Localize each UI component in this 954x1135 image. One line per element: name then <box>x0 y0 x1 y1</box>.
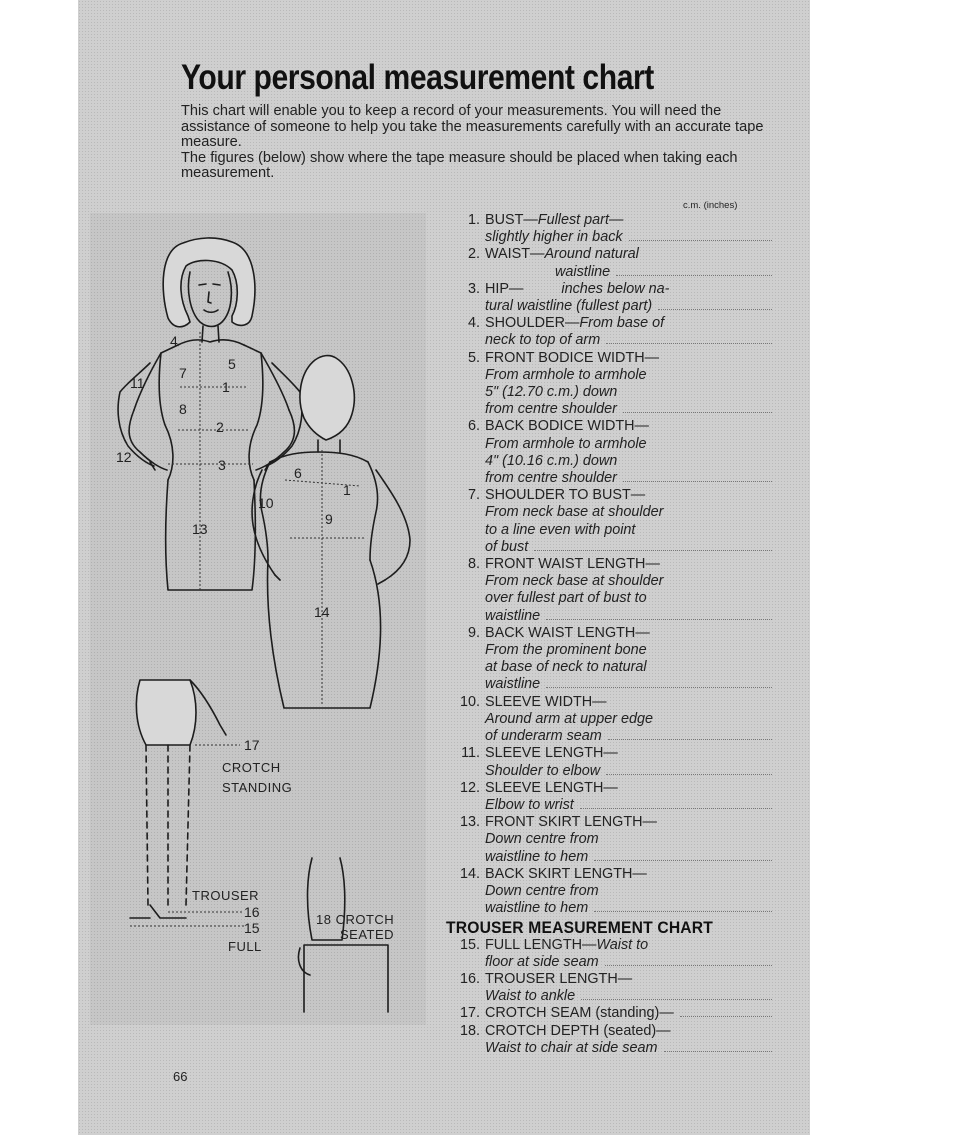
item-description: from centre shoulder <box>485 401 617 418</box>
item-number: 5. <box>467 349 480 366</box>
trouser-label-crotch: CROTCH <box>222 760 281 775</box>
item-number: 4. <box>467 315 480 332</box>
front-figure-illustration <box>118 238 302 590</box>
item-description: From neck base at shoulder <box>485 573 664 590</box>
item-label: SLEEVE WIDTH— <box>485 693 607 710</box>
trouser-label-full: FULL <box>228 939 262 954</box>
front-label-3: 3 <box>218 457 226 473</box>
back-label-14: 14 <box>314 604 330 620</box>
item-description: inches below na- <box>561 280 670 297</box>
item-number: 17. <box>459 1005 480 1022</box>
item-description: Fullest part— <box>537 212 624 228</box>
item-description: Shoulder to elbow <box>485 762 601 779</box>
item-description: Elbow to wrist <box>485 796 574 813</box>
intro-paragraph-1: This chart will enable you to keep a record of your measurements. You will need the assistance of someone to help you take the measurements carefully with an accurate tape measure. <box>181 103 764 151</box>
item-label: WAIST— <box>485 246 545 263</box>
page-title: Your personal measurement chart <box>181 58 654 97</box>
item-label: BACK BODICE WIDTH— <box>485 418 649 435</box>
item-label: FRONT BODICE WIDTH— <box>485 349 660 366</box>
seated-label-crotch: 18 CROTCH <box>316 912 395 927</box>
trouser-label-standing: STANDING <box>222 780 293 795</box>
item-number: 12. <box>459 779 480 796</box>
trouser-label-15: 15 <box>244 920 260 936</box>
item-label: FRONT SKIRT LENGTH— <box>485 814 657 831</box>
item-description: waistline <box>555 263 611 280</box>
seated-labels <box>316 912 394 942</box>
item-number: 9. <box>467 624 480 641</box>
item-description: From armhole to armhole <box>485 366 647 383</box>
item-label: CROTCH SEAM (standing)— <box>485 1005 674 1022</box>
front-label-4: 4 <box>170 333 178 349</box>
item-label: TROUSER LENGTH— <box>485 970 633 987</box>
page-number: 66 <box>173 1069 188 1084</box>
item-description: over fullest part of bust to <box>485 590 647 607</box>
back-label-9: 9 <box>325 511 333 527</box>
back-label-1: 1 <box>343 482 351 498</box>
item-number: 10. <box>459 693 480 710</box>
item-description: From base of <box>579 315 665 332</box>
back-figure-labels <box>258 465 351 620</box>
item-label: SHOULDER— <box>485 315 580 332</box>
trouser-label-trouser: TROUSER <box>192 888 260 903</box>
item-number: 3. <box>467 280 480 297</box>
item-label: FULL LENGTH— <box>485 936 597 953</box>
item-description: Waist to chair at side seam <box>485 1039 658 1056</box>
front-label-8: 8 <box>179 401 187 417</box>
item-label: CROTCH DEPTH (seated)— <box>485 1022 671 1039</box>
front-label-11: 11 <box>130 375 145 391</box>
item-number: 18. <box>459 1022 480 1039</box>
intro-paragraph-2: The figures (below) show where the tape measure should be placed when taking each measurement. <box>181 149 738 182</box>
item-number: 8. <box>467 556 480 573</box>
item-number: 2. <box>467 246 480 263</box>
item-description: Around natural <box>544 246 639 263</box>
item-number: 11. <box>461 745 480 762</box>
front-label-5: 5 <box>228 356 236 372</box>
item-description: waistline <box>485 676 541 693</box>
trouser-labels <box>192 737 292 954</box>
item-description: From the prominent bone <box>485 642 647 659</box>
item-description: Around arm at upper edge <box>485 710 654 727</box>
item-label: BUST— <box>485 212 538 228</box>
trouser-section-heading: TROUSER MEASUREMENT CHART <box>446 918 714 938</box>
front-figure-labels <box>116 333 236 537</box>
item-description: Waist to ankle <box>485 988 576 1005</box>
item-description: at base of neck to natural <box>485 659 647 676</box>
front-label-1: 1 <box>222 379 230 395</box>
item-description: tural waistline (fullest part) <box>485 298 653 315</box>
trouser-label-17: 17 <box>244 737 260 753</box>
front-label-7: 7 <box>179 365 187 381</box>
item-description: Down centre from <box>485 882 599 899</box>
item-description: waistline to hem <box>485 848 589 865</box>
item-label: HIP— <box>485 280 524 297</box>
item-number: 15. <box>459 936 480 953</box>
item-description: neck to top of arm <box>485 332 601 349</box>
back-label-10: 10 <box>258 495 274 511</box>
item-description: slightly higher in back <box>485 229 623 246</box>
item-number: 7. <box>467 487 480 504</box>
seated-label-seated: SEATED <box>340 927 395 942</box>
item-label: BACK WAIST LENGTH— <box>485 624 650 641</box>
item-label: BACK SKIRT LENGTH— <box>485 865 647 882</box>
item-description: 4" (10.16 c.m.) down <box>485 452 618 469</box>
item-description: from centre shoulder <box>485 470 617 487</box>
item-description: Down centre from <box>485 831 599 848</box>
item-description: 5" (12.70 c.m.) down <box>485 384 618 401</box>
item-label: SHOULDER TO BUST— <box>485 487 646 504</box>
item-number: 1. <box>467 212 480 228</box>
front-label-13: 13 <box>192 521 208 537</box>
units-header: c.m. (inches) <box>683 200 738 211</box>
back-label-6: 6 <box>294 465 302 481</box>
trouser-illustration <box>130 680 226 918</box>
item-description: of bust <box>485 538 529 555</box>
front-label-12: 12 <box>116 449 132 465</box>
item-number: 13. <box>459 814 480 831</box>
item-description: floor at side seam <box>485 953 599 970</box>
item-description: waistline to hem <box>485 900 589 917</box>
item-description: of underarm seam <box>485 728 602 745</box>
item-label: FRONT WAIST LENGTH— <box>485 556 660 573</box>
back-figure-illustration <box>252 356 410 708</box>
item-number: 16. <box>459 970 480 987</box>
item-description: From neck base at shoulder <box>485 504 664 521</box>
front-label-2: 2 <box>216 419 224 435</box>
item-label: SLEEVE LENGTH— <box>485 779 618 796</box>
item-description: to a line even with point <box>485 521 636 538</box>
item-number: 6. <box>467 418 480 435</box>
item-label: SLEEVE LENGTH— <box>485 745 618 762</box>
item-number: 14. <box>459 865 480 882</box>
item-description: From armhole to armhole <box>485 435 647 452</box>
item-description: Waist to <box>596 936 649 953</box>
trouser-label-16: 16 <box>244 904 260 920</box>
item-description: waistline <box>485 607 541 624</box>
